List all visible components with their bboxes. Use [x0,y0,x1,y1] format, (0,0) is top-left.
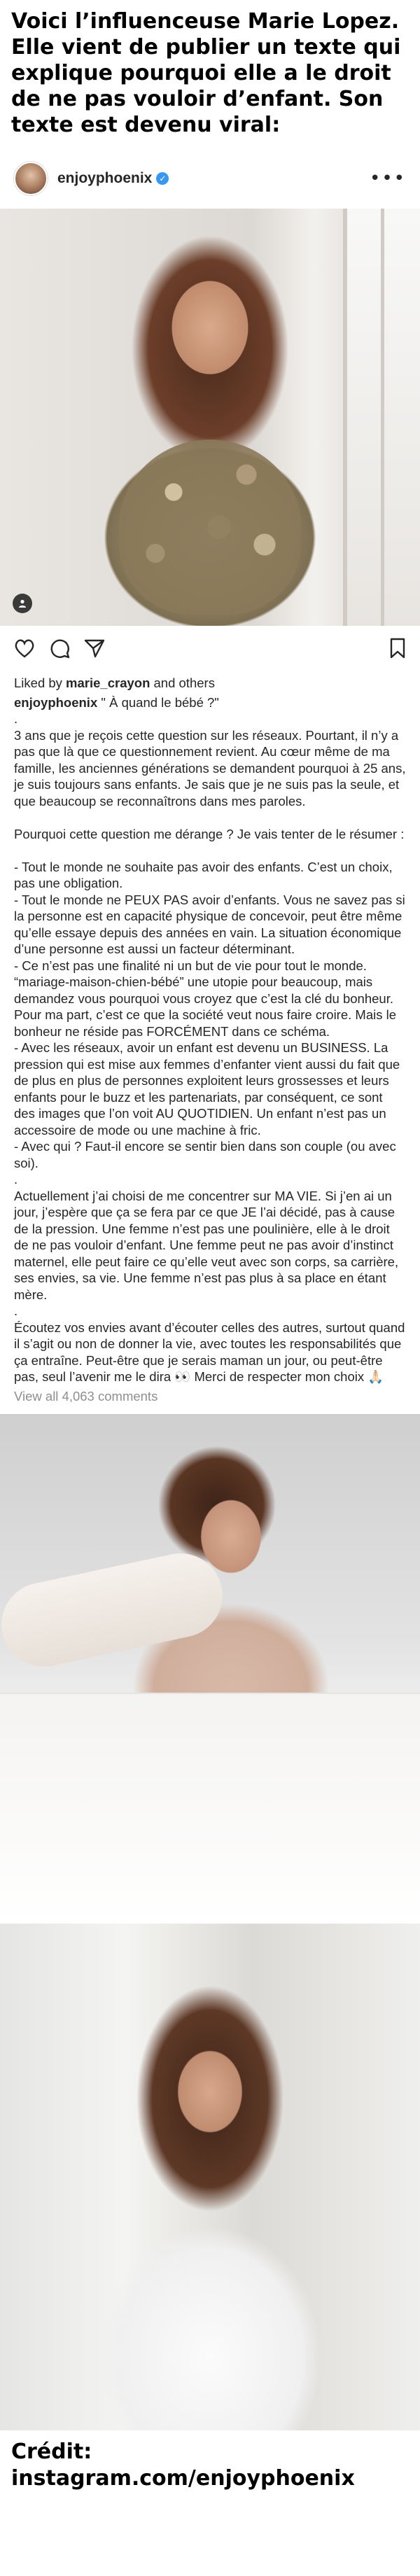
avatar[interactable] [14,162,48,195]
share-icon[interactable] [84,638,105,662]
bouquet-decoration [119,440,301,615]
liked-by-suffix: and others [153,676,215,690]
caption-username[interactable]: enjoyphoenix [14,694,98,710]
credit: Crédit: instagram.com/enjoyphoenix [11,2440,355,2491]
comment-icon[interactable] [49,638,70,663]
post-username[interactable]: enjoyphoenix [57,170,153,186]
post-actions [0,626,420,675]
liked-by-user[interactable]: marie_crayon [66,676,150,690]
liked-by-prefix: Liked by [14,676,62,690]
bed-decoration [0,1693,420,1924]
legs-decoration [0,1546,230,1674]
heart-icon[interactable] [14,638,35,662]
headline: Voici l’influenceuse Marie Lopez. Elle vient de publier un texte qui explique pourquoi elle a le droit de ne pas vouloir d’enfant. Son texte est devenu viral: [11,9,401,137]
photo-2 [0,1414,420,1924]
view-all-comments-link[interactable]: View all 4,063 comments [14,1388,158,1404]
post-header [0,148,420,209]
user-tag-icon[interactable] [13,594,32,613]
liked-by [14,675,406,692]
photo-3 [0,1924,420,2430]
caption [14,694,406,1385]
verified-badge-icon: ✓ [156,172,169,185]
more-options-icon[interactable]: ••• [369,168,406,189]
window-decoration [343,209,420,626]
bookmark-icon[interactable] [389,638,406,663]
caption-text: " À quand le bébé ?" . 3 ans que je reçois cette question sur les réseaux. Pourtant, il n’y a pas que là que ce questionnement revient. Au cœur même de ma famille, les anciennes générations se demandent pourquoi à 25 ans, je suis toujours sans enfants. Je sais que je ne suis pas la seule, et que beaucoup se reconnaîtrons dans mes paroles. Pourquoi cette question me dérange ? Je vais tenter de le résumer : - Tout le monde ne souhaite pas avoir des enfants. C’est un choix, pas une obligation. - Tout le monde ne PEUX PAS avoir d’enfants. Vous ne savez pas si la personne est en capacité physique de concevoir, peut être même qu’elle essaye depuis des années en vain. La situation économique d’une personne est aussi un facteur déterminant. - Ce n’est pas une finalité ni un but de vie pour tout le monde. “mariage-maison-chien-bébé” une utopie pour beaucoup, mais demandez vous pourquoi vous croyez que c’est la clé du bonheur. Pour ma part, c’est ce que la société veut nous faire croire. Mais le bonheur ne réside pas FORCÉMENT dans ce schéma. - Avec les réseaux, avoir un enfant est devenu un BUSINESS. La pression qui est mise aux femmes d’enfanter vient aussi du fait que de plus en plus de personnes exploitent leurs grossesses et leurs enfants pour le buzz et les partenariats, par conséquent, ce sont des images que l’on voit AU QUOTIDIEN. Un enfant n’est pas un accessoire de mode ou une machine à fric. - Avec qui ? Faut-il encore se sentir bien dans son couple (ou avec soi). . Actuellement j’ai choisi de me concentrer sur MA VIE. Si j’en ai un jour, j’espère que ça se fera par ce que JE l’ai décidé, pas à cause de la pression. Une femme n’est pas une poulinière, elle à le droit de ne pas vouloir d’enfant. Une femme peut ne pas avoir d’instinct maternel, elle peut faire ce qu’elle veut avec son corps, sa carrière, ses envies, sa vie. Une femme n’est pas plus à sa place en étant mère. . Écoutez vos envies avant d’écouter celles des autres, surtout quand il s’agit ou non de donner la vie, avec toutes les responsabilités que ça entraîne. Peut-être que je serais maman un jour, ou peut-être pas, seul l’avenir me le dira 👀 Merci de respecter mon choix 🙏🏻 [14,694,406,1384]
post-photo-1[interactable] [0,209,420,626]
caption-area [0,675,420,1404]
